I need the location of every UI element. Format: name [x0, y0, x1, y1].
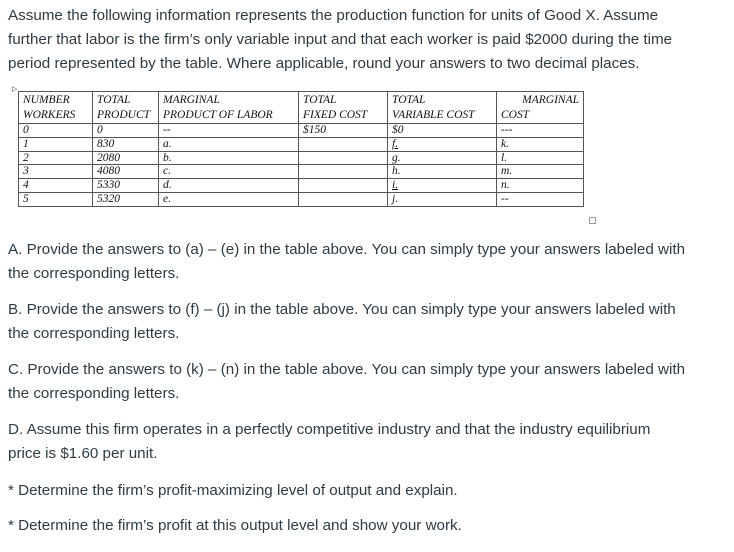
question-d-line-2: price is $1.60 per unit. [8, 445, 158, 462]
table-row [19, 192, 584, 206]
table-header-row-1 [19, 92, 584, 109]
image-anchor-icon: ▷ [12, 86, 18, 93]
production-table-container[interactable] [18, 91, 584, 207]
marginal-product-cell: -- [159, 124, 299, 138]
total-fixed-cost-cell [299, 165, 388, 179]
question-d-bullet-2: * Determine the firm’s profit at this output level and show your work. [8, 517, 462, 534]
total-product-cell: 4080 [93, 165, 159, 179]
intro-line-3: period represented by the table. Where applicable, round your answers to two decimal places. [8, 55, 640, 72]
question-a-line-1: A. Provide the answers to (a) – (e) in the table above. You can simply type your answers labeled with [8, 241, 686, 258]
total-fixed-cost-cell [299, 179, 388, 193]
intro-line-1: Assume the following information represents the production function for units of Good X. Assume [8, 7, 659, 24]
marginal-cost-cell: n. [497, 179, 584, 193]
total-variable-cost-cell: $0 [388, 124, 497, 138]
header-cell: TOTAL [388, 92, 497, 109]
header-cell: PRODUCT OF LABOR [159, 108, 299, 124]
table-row [19, 124, 584, 138]
table-header-row-2 [19, 108, 584, 124]
marginal-product-cell: b. [159, 151, 299, 165]
total-variable-cost-cell: f. [388, 137, 497, 151]
workers-cell: 5 [19, 192, 93, 206]
table-row [19, 179, 584, 193]
table-row [19, 137, 584, 151]
total-fixed-cost-cell [299, 151, 388, 165]
marginal-cost-cell: --- [497, 124, 584, 138]
marginal-product-cell: d. [159, 179, 299, 193]
question-d-line-1: D. Assume this firm operates in a perfectly competitive industry and that the industry equilibrium [8, 421, 651, 438]
marginal-product-cell: c. [159, 165, 299, 179]
header-cell: FIXED COST [299, 108, 388, 124]
question-b-line-2: the corresponding letters. [8, 325, 180, 342]
marginal-cost-cell: k. [497, 137, 584, 151]
total-product-cell: 2080 [93, 151, 159, 165]
total-product-cell: 0 [93, 124, 159, 138]
marginal-cost-cell: l. [497, 151, 584, 165]
question-c-line-2: the corresponding letters. [8, 385, 180, 402]
header-cell: TOTAL [93, 92, 159, 109]
total-variable-cost-cell: h. [388, 165, 497, 179]
total-product-cell: 830 [93, 137, 159, 151]
intro-paragraph [8, 4, 724, 76]
marginal-product-cell: a. [159, 137, 299, 151]
header-cell: MARGINAL [497, 92, 584, 109]
total-fixed-cost-cell: $150 [299, 124, 388, 138]
intro-line-2: further that labor is the firm’s only variable input and that each worker is paid $2000 during the time [8, 31, 673, 48]
question-a-line-2: the corresponding letters. [8, 265, 180, 282]
header-cell: NUMBER [19, 92, 93, 109]
header-cell: VARIABLE COST [388, 108, 497, 124]
question-b-line-1: B. Provide the answers to (f) – (j) in the table above. You can simply type your answers labeled with [8, 301, 676, 318]
header-cell: WORKERS [19, 108, 93, 124]
total-product-cell: 5320 [93, 192, 159, 206]
workers-cell: 0 [19, 124, 93, 138]
total-variable-cost-cell: g. [388, 151, 497, 165]
question-d-bullet-1: * Determine the firm’s profit-maximizing level of output and explain. [8, 482, 458, 499]
workers-cell: 4 [19, 179, 93, 193]
table-row [19, 165, 584, 179]
total-fixed-cost-cell [299, 137, 388, 151]
workers-cell: 1 [19, 137, 93, 151]
marginal-product-cell: e. [159, 192, 299, 206]
marginal-cost-cell: m. [497, 165, 584, 179]
header-cell: COST [497, 108, 584, 124]
header-cell: TOTAL [299, 92, 388, 109]
workers-cell: 2 [19, 151, 93, 165]
total-fixed-cost-cell [299, 192, 388, 206]
total-variable-cost-cell: i. [388, 179, 497, 193]
table-resize-handle[interactable] [589, 217, 596, 224]
marginal-cost-cell: -- [497, 192, 584, 206]
table-row [19, 151, 584, 165]
production-table[interactable] [18, 91, 584, 207]
header-cell: MARGINAL [159, 92, 299, 109]
header-cell: PRODUCT [93, 108, 159, 124]
workers-cell: 3 [19, 165, 93, 179]
question-c-line-1: C. Provide the answers to (k) – (n) in the table above. You can simply type your answers labeled with [8, 361, 686, 378]
total-variable-cost-cell: j. [388, 192, 497, 206]
total-product-cell: 5330 [93, 179, 159, 193]
